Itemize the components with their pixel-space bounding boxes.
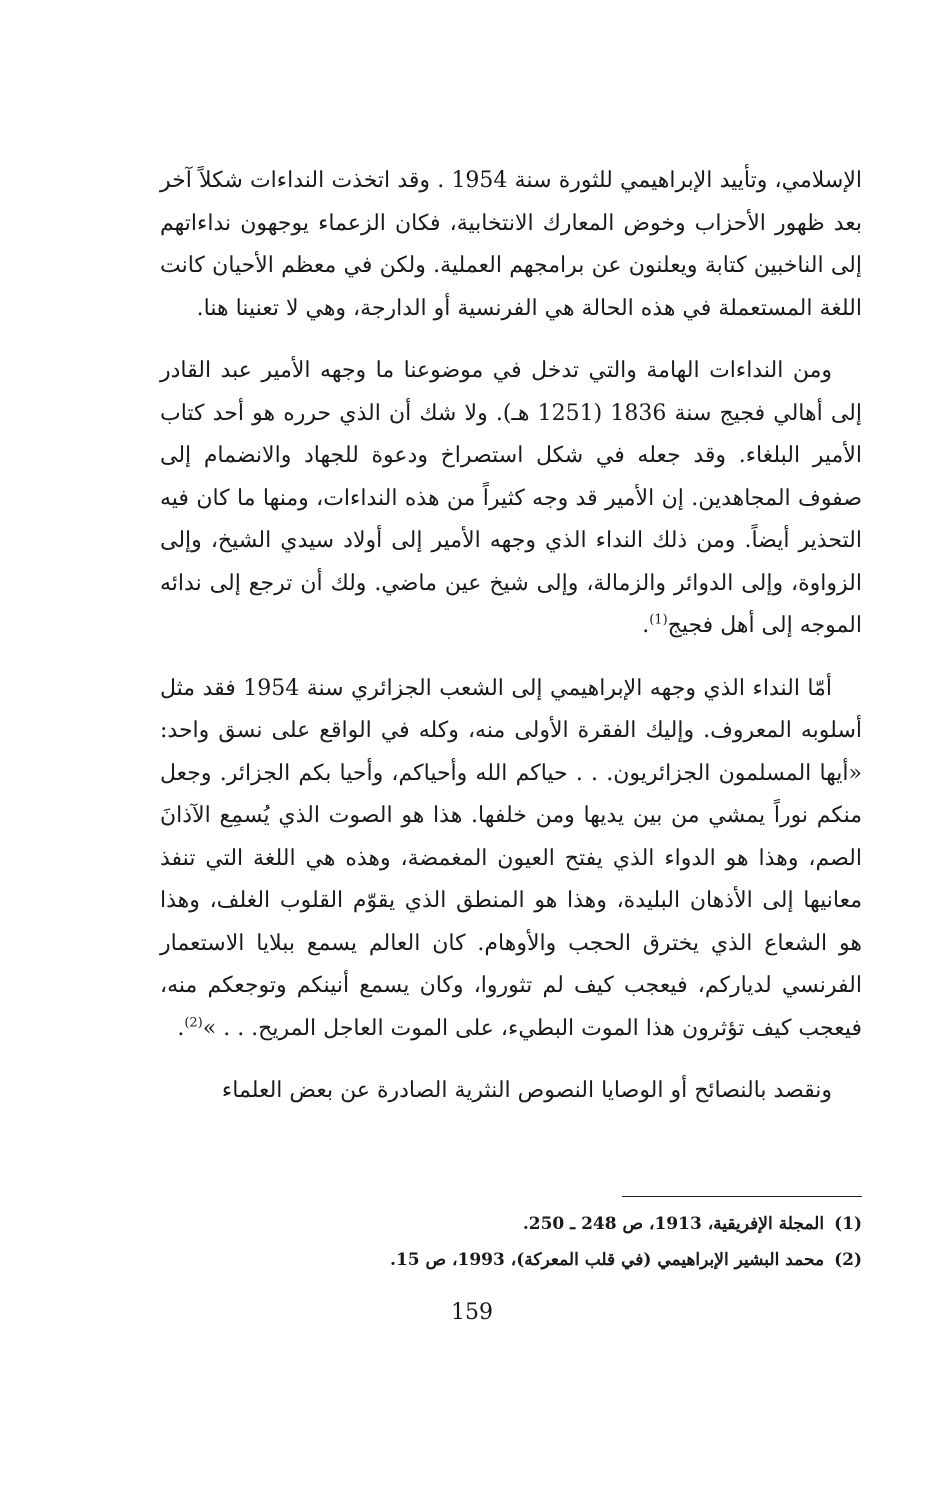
paragraph-2: ومن النداءات الهامة والتي تدخل في موضوعنا ما وجهه الأمير عبد القادر إلى أهالي فجيج سنة 1836 (1251 هـ). ولا شك أن الذي حرره هو أحد كتاب الأمير البلغاء. وقد جعله في شكل استصراخ ودعوة للجهاد والانضمام إلى صفوف المجاهدين. إن الأمير قد وجه كثيراً من هذه النداءات، ومنها ما كان فيه التحذير أيضاً. ومن ذلك النداء الذي وجهه الأمير إلى أولاد سيدي الشيخ، وإلى الزواوة، وإلى الدوائر والزمالة، وإلى شيخ عين ماضي. ولك أن ترجع إلى ندائه الموجه إلى أهل فجيج$^{(1)}$. [160, 358, 862, 638]
page-body [160, 160, 862, 1113]
footnote-ref-2[interactable]: (2) [184, 1015, 203, 1031]
paragraph-3-text: أمّا النداء الذي وجهه الإبراهيمي إلى الشعب الجزائري سنة 1954 فقد مثل أسلوبه المعروف. وإليك الفقرة الأولى منه، وكله في الواقع على نسق واحد: «أيها المسلمون الجزائريون. . . حياكم الله وأحياكم، وأحيا بكم الجزائر. وجعل منكم نوراً يمشي من بين يديها ومن خلفها. هذا هو الصوت الذي يُسمِع الآذانَ الصم، وهذا هو الدواء الذي يفتح العيون المغمضة، وهذه هي اللغة التي تنفذ معانيها إلى الأذهان البليدة، وهذا هو المنطق الذي يقوّم القلوب الغلف، وهذا هو الشعاع الذي يخترق الحجب والأوهام. كان العالم يسمع ببلايا الاستعمار الفرنسي لدياركم، فيعجب كيف لم تثوروا، وكان يسمع أنينكم وتوجعكم منه، فيعجب كيف تؤثرون هذا الموت البطيء، على الموت العاجل المريح. . . » [160, 675, 862, 1041]
footnote-1 [160, 1206, 862, 1242]
page-number: 159 [451, 1300, 493, 1325]
footnote-divider [622, 1196, 862, 1197]
footnote-2-text: محمد البشير الإبراهيمي (في قلب المعركة)، 1993، ص 15. [390, 1250, 825, 1270]
footnote-2 [160, 1242, 862, 1278]
paragraph-2-text: ومن النداءات الهامة والتي تدخل في موضوعنا ما وجهه الأمير عبد القادر إلى أهالي فجيج سنة 1836 (1251 هـ). ولا شك أن الذي حرره هو أحد كتاب الأمير البلغاء. وقد جعله في شكل استصراخ ودعوة للجهاد والانضمام إلى صفوف المجاهدين. إن الأمير قد وجه كثيراً من هذه النداءات، ومنها ما كان فيه التحذير أيضاً. ومن ذلك النداء الذي وجهه الأمير إلى أولاد سيدي الشيخ، وإلى الزواوة، وإلى الدوائر والزمالة، وإلى شيخ عين ماضي. ولك أن ترجع إلى ندائه الموجه إلى أهل فجيج [160, 358, 862, 638]
paragraph-3: أمّا النداء الذي وجهه الإبراهيمي إلى الشعب الجزائري سنة 1954 فقد مثل أسلوبه المعروف. وإليك الفقرة الأولى منه، وكله في الواقع على نسق واحد: «أيها المسلمون الجزائريون. . . حياكم الله وأحياكم، وأحيا بكم الجزائر. وجعل منكم نوراً يمشي من بين يديها ومن خلفها. هذا هو الصوت الذي يُسمِع الآذانَ الصم، وهذا هو الدواء الذي يفتح العيون المغمضة، وهذه هي اللغة التي تنفذ معانيها إلى الأذهان البليدة، وهذا هو المنطق الذي يقوّم القلوب الغلف، وهذا هو الشعاع الذي يخترق الحجب والأوهام. كان العالم يسمع ببلايا الاستعمار الفرنسي لدياركم، فيعجب كيف لم تثوروا، وكان يسمع أنينكم وتوجعكم منه، فيعجب كيف تؤثرون هذا الموت البطيء، على الموت العاجل المريح. . . »$^{(2)}$. [160, 675, 862, 1041]
footnote-ref-1[interactable]: (1) [649, 612, 668, 628]
footnote-1-number: (1) [834, 1214, 862, 1234]
paragraph-1: الإسلامي، وتأييد الإبراهيمي للثورة سنة 1954 . وقد اتخذت النداءات شكلاً آخر بعد ظهور الأحزاب وخوض المعارك الانتخابية، فكان الزعماء يوجهون نداءاتهم إلى الناخبين كتابة ويعلنون عن برامجهم العملية. ولكن في معظم الأحيان كانت اللغة المستعملة في هذه الحالة هي الفرنسية أو الدارجة، وهي لا تعنينا هنا. [160, 168, 862, 321]
footnote-1-text: المجلة الإفريقية، 1913، ص 248 ـ 250. [522, 1214, 825, 1234]
paragraph-4: ونقصد بالنصائح أو الوصايا النصوص النثرية الصادرة عن بعض العلماء [221, 1078, 832, 1103]
footnote-2-number: (2) [834, 1250, 862, 1270]
footnotes [160, 1206, 862, 1278]
